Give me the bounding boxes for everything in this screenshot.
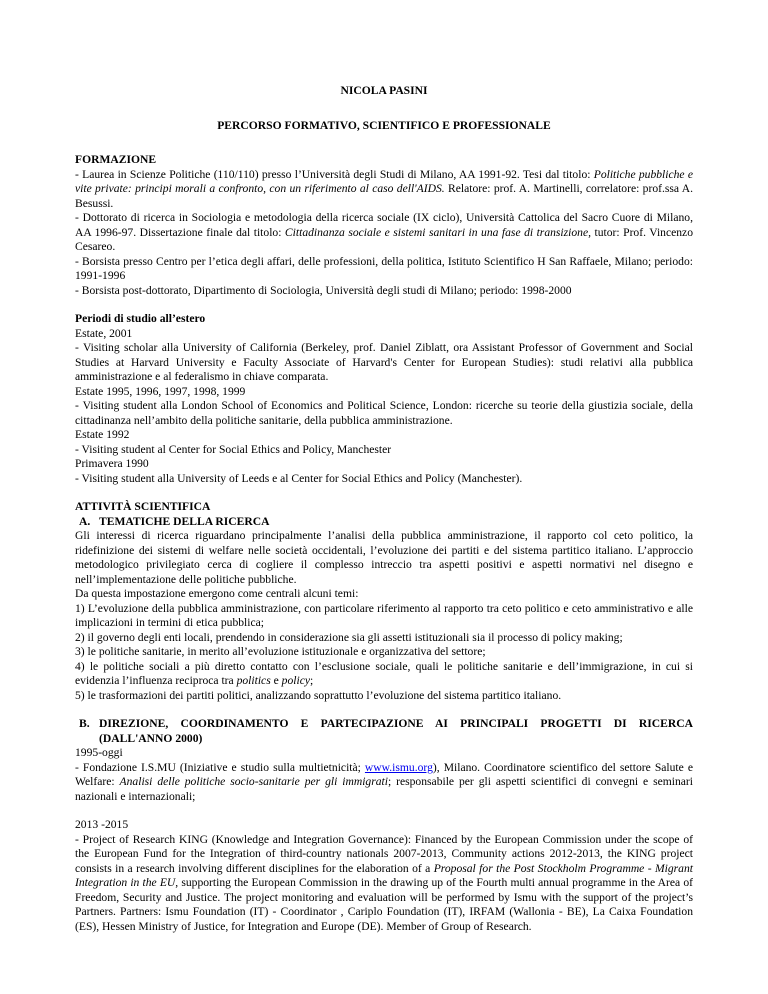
section-estero xyxy=(75,312,693,486)
section-attivita xyxy=(75,500,693,934)
formazione-item-laurea: - Laurea in Scienze Politiche (110/110) presso l’Università degli Studi di Milano, AA 1991-92. Tesi dal titolo: Politiche pubbliche e vite private: principi morali a confronto, con un riferimento al caso dell'AIDS. Relatore: prof. A. Martinelli, correlatore: prof.ssa A. Besussi. xyxy=(75,167,693,210)
subheading-progetti: B. DIREZIONE, COORDINAMENTO E PARTECIPAZIONE AI PRINCIPALI PROGETTI DI RICERCA (DALL'ANNO 2000) xyxy=(79,717,693,745)
tema-2: 2) il governo degli enti locali, prendendo in considerazione sia gli assetti istituzionali sia il processo di policy making; xyxy=(75,630,623,644)
tema-1: 1) L’evoluzione della pubblica amministrazione, con particolare riferimento al rapporto tra ceto politico e ceto amministrativo e alle implicazioni in termini di etica pubblica; xyxy=(75,601,693,629)
estero-date-2: Estate 1995, 1996, 1997, 1998, 1999 xyxy=(75,384,246,398)
estero-text-3: - Visiting student al Center for Social Ethics and Policy, Manchester xyxy=(75,442,392,456)
estero-text-2: - Visiting student alla London School of Economics and Political Science, London: ricerche su teorie della giustizia sociale, della cittadinanza nell’ambito della politiche sanitarie, della pubblica amministrazione. xyxy=(75,399,693,427)
estero-text-1: - Visiting scholar alla University of California (Berkeley, prof. Daniel Ziblatt, ora Assistant Professor of Government and Social Studies at Harvard University e Faculty Associate of Harvard's Center for European Studies): studi relativi alla pubblica amministrazione e al federalismo in chiave comparata. xyxy=(75,341,693,383)
tema-4: 4) le politiche sociali a più diretto contatto con l’esclusione sociale, quali le politiche sanitarie e dell’immigrazione, in cui si evidenzia l’influenza reciproca tra politics e policy; xyxy=(75,659,693,687)
attivita-intro: Gli interessi di ricerca riguardano principalmente l’analisi della pubblica amministrazione, il rapporto col ceto politico, la ridefinizione dei sistemi di welfare nelle società occidentali, l’evoluzione dei partiti e del sistema partitico italiano. L’approccio metodologico privilegiato cerca di cogliere il complesso intreccio tra aspetti positivi e aspetti normativi nel disegno e nell’implementazione delle politiche pubbliche. xyxy=(75,529,693,586)
heading-attivita: ATTIVITÀ SCIENTIFICA xyxy=(75,500,211,513)
progetto-2-date: 2013 -2015 xyxy=(75,818,129,831)
formazione-item-borsista: - Borsista presso Centro per l’etica degli affari, delle professioni, della politica, Istituto Scientifico H San Raffaele, Milano; periodo: 1991-1996 xyxy=(75,254,693,282)
subheading-tematiche: A. TEMATICHE DELLA RICERCA xyxy=(79,514,270,528)
progetto-1-text: - Fondazione I.S.MU (Iniziative e studio sulla multietnicità; www.ismu.org), Milano. Coordinatore scientifico del settore Salute e Welfare: Analisi delle politiche socio-sanitarie per gli immigrati; responsabile per gli aspetti scientifici di convegni e seminari nazionali e internazionali; xyxy=(75,760,694,803)
subheading-label-a: A. xyxy=(79,514,91,528)
formazione-item-postdoc: - Borsista post-dottorato, Dipartimento di Sociologia, Università degli studi di Milano; periodo: 1998-2000 xyxy=(75,283,572,297)
progetto-2-text: - Project of Research KING (Knowledge and Integration Governance): Financed by the European Commission under the scope of the European Fund for the Integration of third-country nationals 2007-2013, Community actions 2012-2013, the KING project consists in a research involving different disciplines for the elaboration of a Proposal for the Post Stockholm Programme - Migrant Integration in the EU, supporting the European Commission in the drawing up of the Fourth multi annual programme in the Area of Freedom, Security and Justice. The project monitoring and evaluation will be performed by Ismu with the support of the project’s Partners. Partners: Ismu Foundation (IT) - Coordinator , Cariplo Foundation (IT), IRFAM (Wallonia - BE), La Caixa Foundation (ES), Hessen Ministry of Justice, for Integration and Europe (DE). Member of Group of Research. xyxy=(75,832,693,933)
dissertation-title: Cittadinanza sociale e sistemi sanitari in una fase di transizione, xyxy=(284,225,592,239)
ismu-link[interactable]: www.ismu.org xyxy=(364,760,433,774)
progetto-1-date: 1995-oggi xyxy=(75,746,123,759)
estero-date-4: Primavera 1990 xyxy=(75,457,149,470)
subheading-label-b: B. xyxy=(79,717,90,730)
author-name: NICOLA PASINI xyxy=(340,84,428,97)
thesis-title: Politiche pubbliche e vite private: principi morali a confronto, con un riferimento al caso dell'AIDS. xyxy=(75,167,693,195)
estero-date-1: Estate, 2001 xyxy=(75,326,133,340)
section-formazione xyxy=(75,153,693,298)
formazione-item-dottorato: - Dottorato di ricerca in Sociologia e metodologia della ricerca sociale (IX ciclo), Università Cattolica del Sacro Cuore di Milano, AA 1996-97. Dissertazione finale dal titolo: Cittadinanza sociale e sistemi sanitari in una fase di transizione, tutor: Prof. Vincenzo Cesareo. xyxy=(75,211,693,253)
heading-formazione: FORMAZIONE xyxy=(75,153,157,166)
tema-5: 5) le trasformazioni dei partiti politici, analizzando soprattutto l’evoluzione del sistema partitico italiano. xyxy=(75,688,562,702)
document-subtitle: PERCORSO FORMATIVO, SCIENTIFICO E PROFESSIONALE xyxy=(217,118,551,132)
attivita-lead: Da questa impostazione emergono come centrali alcuni temi: xyxy=(75,587,359,600)
estero-date-3: Estate 1992 xyxy=(75,428,130,441)
tema-3: 3) le politiche sanitarie, in merito all’evoluzione istituzionale e organizzativa del settore; xyxy=(75,645,486,658)
heading-estero: Periodi di studio all’estero xyxy=(75,312,206,325)
estero-text-4: - Visiting student alla University of Leeds e al Center for Social Ethics and Policy (Manchester). xyxy=(75,471,523,485)
